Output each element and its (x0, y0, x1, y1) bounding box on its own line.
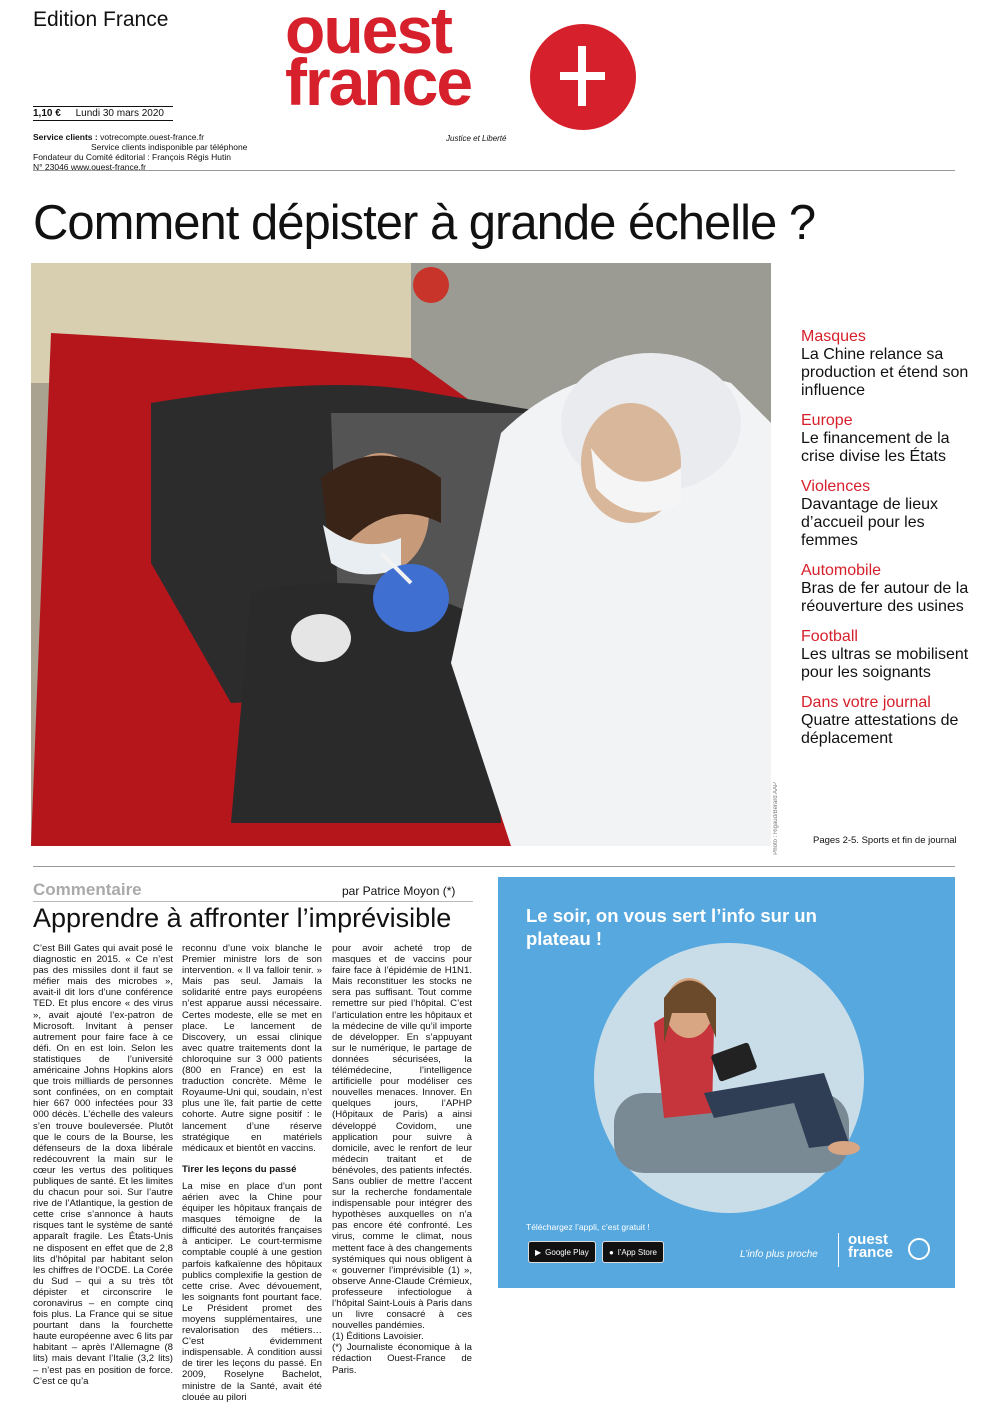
teaser-text: Davantage de lieux d’accueil pour les femmes (801, 496, 938, 549)
app-advertisement[interactable] (498, 877, 955, 1288)
article-text: reconnu d’une voix blanche le Premier ministre lors de son intervention. « Il va falloir tenir. » Mais pas seul. Jamais la solidarité entre pays européens n’est apparue aussi nécessaire. Certes modeste, elle se met en place. Le lancement de Discovery, un essai clinique avec quatre traitements dont la chloroquine sur 3 000 patients (800 en France) en est la traduction concrète. Même le Royaume-Uni qui, soudain, n’est plus une île, fait partie de cette cohorte. Autre signe positif : le lancement d’une réserve stratégique en matériels médicaux et bientôt en vaccins. (182, 943, 322, 1154)
ad-download-text: Téléchargez l’appli, c’est gratuit ! (526, 1222, 650, 1232)
comment-title[interactable]: Apprendre à affronter l’imprévisible (33, 903, 452, 933)
article-text: pour avoir acheté trop de masques et de vaccins pour faire face à l’épidémie de H1N1. Mais reconstituer les stocks ne sera pas suffisant. Tout comme remettre sur pied l’hôpital. C’est l’articulation entre les hôpitaux et la médecine de ville qu’il importe de développer. En s’appuyant sur le numérique, le partage de données sécurisées, la télémédecine, l’intelligence artificielle pour modéliser ces nouvelles menaces. Innover. En quelques jours, l’APHP (Hôpitaux de Paris) a ainsi développé Covidom, une application pour suivre à domicile, avec le renfort de leur médecin traitant et de bénévoles, des patients infectés. Sans oublier de mettre l’accent sur la recherche fondamentale indispensable pour intégrer des hypothèses auxquelles on n’a pas encore été confronté. Les virus, comme le climat, nous mettent face à des changements systémiques qui nous obligent à « gouverner l’imprévisible (1) », observe Anne-Claude Crémieux, professeure infectiologue à l’hôpital Saint-Louis à Paris dans un livre consacré à ces nouvelles pandémies. (332, 943, 472, 1332)
ad-logo-line-2: france (848, 1244, 894, 1261)
cover-photo (31, 263, 771, 846)
logo-cross-icon (908, 1238, 930, 1260)
teaser-football[interactable] (801, 628, 971, 682)
ad-slogan: L’info plus proche (740, 1249, 818, 1260)
section-label: Commentaire (33, 880, 142, 899)
ad-illustration (594, 943, 864, 1218)
issue-number: N° 23046 www.ouest-france.fr (33, 162, 147, 172)
google-play-label: Google Play (545, 1247, 589, 1257)
article-text: La mise en place d’un pont aérien avec la Chine pour équiper les hôpitaux français de masques témoigne de la difficulté des autorités françaises à anticiper. Le court-termisme comptable couplé à une gestion parfois kafkaïenne des hôpitaux publics complexifie la gestion de cette crise. Avec dévouement, les soignants font pourtant face. Le Président promet des moyens supplémentaires, une revalorisation des métiers… C’est évidemment indispensable. À condition aussi de tirer les leçons du passé. En 2009, Roselyne Bachelot, ministre de la Santé, avait été clouée au pilori (182, 1180, 322, 1403)
logo-cross-icon (530, 24, 636, 130)
teaser-europe[interactable] (801, 412, 971, 466)
pages-reference: Pages 2-5. Sports et fin de journal (813, 835, 957, 846)
play-icon: ▶ (535, 1247, 542, 1257)
sidebar-teasers (801, 328, 971, 760)
motto: Justice et Liberté (446, 134, 507, 143)
teaser-category: Europe (801, 412, 853, 429)
man-with-tablet-illustration (594, 943, 864, 1213)
teaser-text: Quatre attestations de déplacement (801, 712, 959, 747)
article-column-3 (332, 943, 472, 1376)
photo-credit: Photo : Rigaud/Bérard AAP (773, 782, 779, 855)
service-url[interactable]: votrecompte.ouest-france.fr (100, 132, 205, 142)
ad-logo-line-1: ouest (848, 1231, 889, 1248)
article-subheading: Tirer les leçons du passé (182, 1163, 297, 1175)
teaser-text: La Chine relance sa production et étend son influence (801, 346, 969, 399)
teaser-category: Masques (801, 328, 866, 345)
app-store-badge[interactable] (602, 1241, 664, 1263)
teaser-category: Football (801, 628, 858, 645)
article-column-2 (182, 943, 322, 1403)
teaser-category: Dans votre journal (801, 694, 931, 711)
divider (33, 866, 955, 867)
teaser-masques[interactable] (801, 328, 971, 400)
app-store-label: l’App Store (617, 1247, 657, 1257)
teaser-dans-votre-journal[interactable] (801, 694, 971, 748)
edition-label: Edition France (33, 8, 169, 31)
divider (33, 170, 955, 171)
teaser-category: Automobile (801, 562, 882, 579)
issue-date: Lundi 30 mars 2020 (75, 108, 164, 119)
teaser-automobile[interactable] (801, 562, 971, 616)
article-text: C’est Bill Gates qui avait posé le diagnostic en 2015. « Ce n’est pas des missiles dont il faut se méfier mais des microbes », avait-il dit lors d’une conférence TED. Et plus encore « des virus », avait ajouté l’ex-patron de Microsoft. Invitant à penser autrement pour faire face à ce défi. On en est loin. Selon les statistiques de l’université américaine Johns Hopkins alors que trois milliards de personnes sont confinées, on en comptait hier 667 000 infectées pour 33 000 décès. L’échelle des valeurs s’en trouve bouleversée. Plutôt que le cours de la Bourse, les défenseurs de la doxa libérale redécouvrent la main sur le cœur les vertus des politiques publiques de santé. Et les limites du chacun pour soi. Sur l’autre rive de l’Atlantique, la gestion de cette crise s’annonce à hauts risques tant le système de santé apparaît fragile. Les États-Unis ne disposent en effet que de 2,8 lits d’hôpital par habitant selon les chiffres de l’OCDE. La Corée du Sud – qui a su très tôt dépister et circonscrire le coronavirus – en compte cinq fois plus. La France qui se situe pourtant dans la fourchette haute européenne avec 6 lits par habitant – après l’Allemagne (8 lits) mais devant l’Italie (3,2 lits) – n’est pas en position de force. C’est ce qu’a (33, 943, 173, 1387)
masthead-meta (33, 132, 293, 172)
price: 1,10 € (33, 108, 61, 119)
teaser-category: Violences (801, 478, 871, 495)
divider (838, 1233, 839, 1267)
logo-line-2: france (285, 45, 472, 119)
apple-icon: ● (609, 1247, 614, 1257)
covid-test-photo-illustration (31, 263, 771, 846)
byline: par Patrice Moyon (*) (342, 884, 456, 898)
teaser-text: Le financement de la crise divise les États (801, 430, 950, 465)
footnote-2: (*) Journaliste économique à la rédaction Ouest-France de Paris. (332, 1342, 472, 1376)
service-label: Service clients : (33, 132, 98, 142)
ouest-france-logo[interactable] (285, 0, 472, 119)
teaser-text: Les ultras se mobilisent pour les soignants (801, 646, 969, 681)
teaser-violences[interactable] (801, 478, 971, 550)
google-play-badge[interactable] (528, 1241, 596, 1263)
teaser-text: Bras de fer autour de la réouverture des usines (801, 580, 969, 615)
service-note: Service clients indisponible par téléphone (91, 142, 248, 152)
ad-title: Le soir, on vous sert l’info sur un plateau ! (526, 905, 817, 949)
logo-line-1: ouest (285, 0, 452, 67)
article-column-1 (33, 943, 173, 1387)
main-headline[interactable]: Comment dépister à grande échelle ? (33, 196, 816, 250)
footnote-1: (1) Éditions Lavoisier. (332, 1331, 424, 1343)
founder-line: Fondateur du Comité éditorial : François Régis Hutin (33, 152, 231, 162)
ad-logo (848, 1233, 893, 1259)
divider (33, 901, 473, 902)
price-date-row (33, 106, 173, 121)
